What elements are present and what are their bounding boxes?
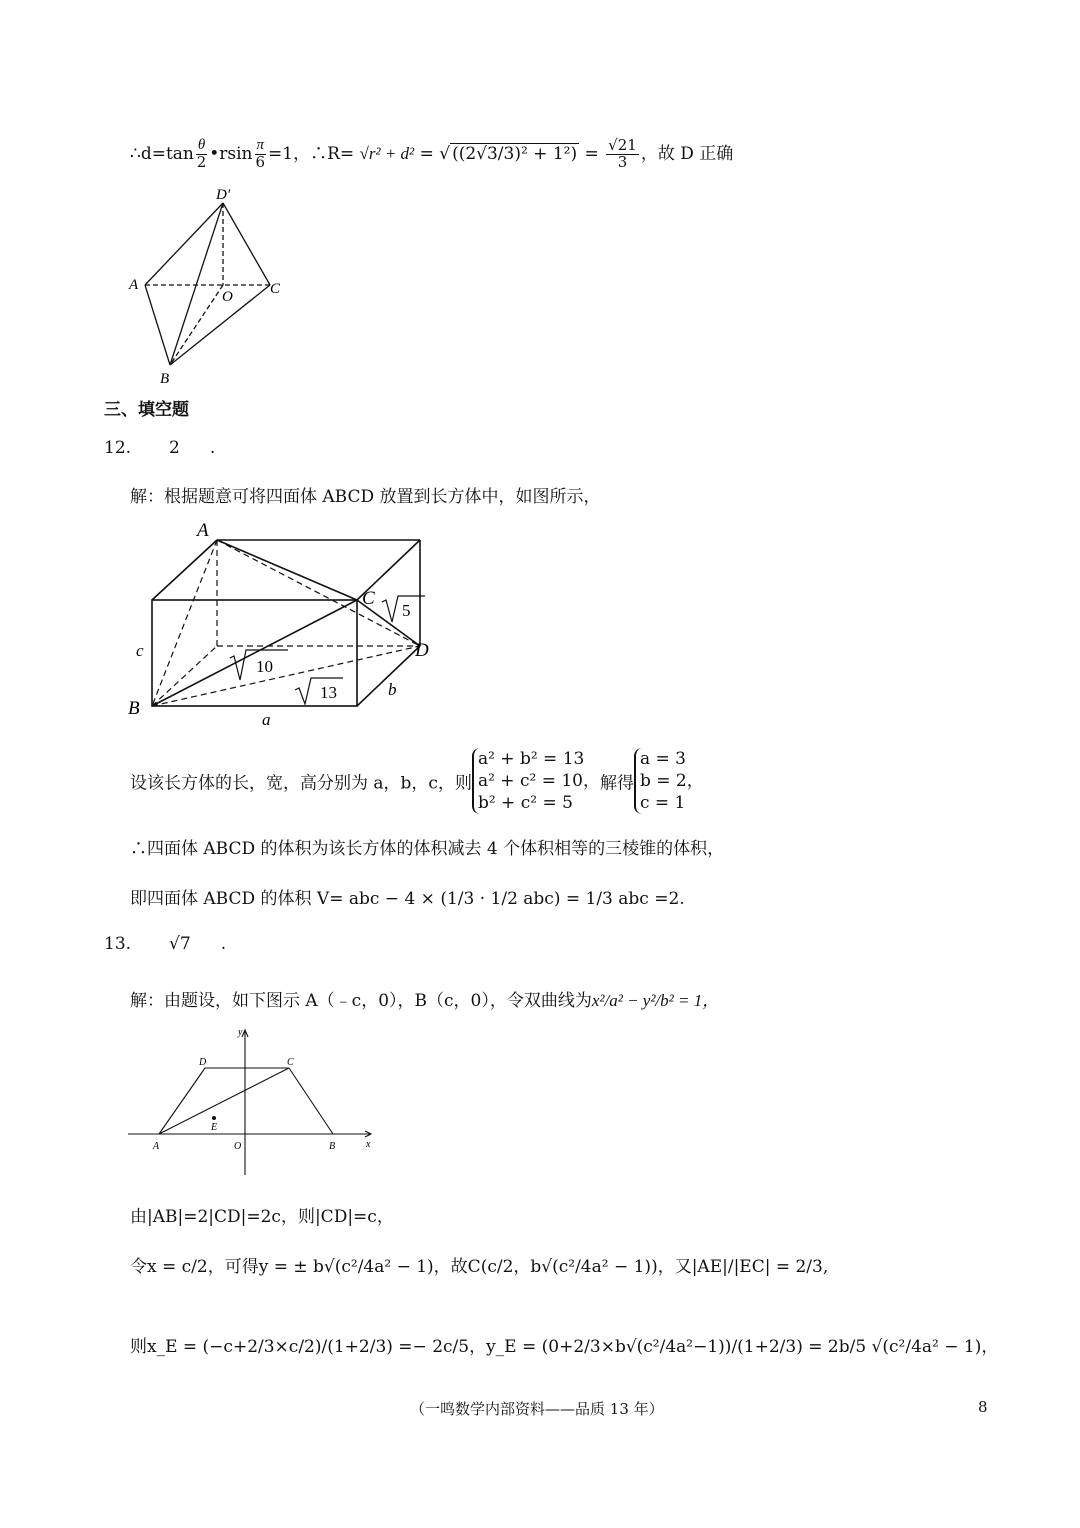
q13-intro: 解：由题设，如下图示 A（﹣c，0），B（c，0），令双曲线为x²/a² − y²/b² = 1， [130,991,720,1011]
cub-label-d-vertex: D [415,640,429,661]
hyp-label-o: O [234,1141,242,1152]
hyp-label-d: D [199,1057,207,1068]
q13-header: 13. √7 . [104,934,227,954]
cub-sqrt10: 10 [256,657,273,676]
cub-sqrt5: 5 [402,601,411,620]
hyp-label-c: C [287,1057,294,1068]
label-b: B [160,371,170,387]
cub-label-a-vertex: A [197,520,209,541]
equation-system: a² + b² = 13 a² + c² = 10， b² + c² = 5 [472,748,600,814]
line-1: ∴d=tan $\frac{\theta}{2}$ •rsin $\frac{\pi}{6}$ =1，∴R= √r² + d² = √ ((2√3/3)² + 1²) = $\frac{√21}{3}$ ，故 D 正确 [130,136,734,171]
q13-cd-line: 由|AB|=2|CD|=2c，则|CD|=c， [130,1207,394,1227]
footer-text: （一鸣数学内部资料——品质 13 年） [410,1400,664,1418]
cub-sqrt13: 13 [320,683,337,702]
hyp-label-e: E [211,1122,218,1133]
q12-volume-calc: 即四面体 ABCD 的体积 V= abc − 4 × (1/3 · 1/2 abc) = 1/3 abc =2. [130,889,685,909]
q12-intro: 解：根据题意可将四面体 ABCD 放置到长方体中，如图所示， [130,487,601,507]
big-sqrt: √ ((2√3/3)² + 1²) [439,143,578,164]
fraction-pi-6: $\frac{\pi}{6}$ [255,137,266,171]
fraction-theta-2: $\frac{\theta}{2}$ [196,137,207,171]
q13-xe-line: 则x_E = (−c+2/3×c/2)/(1+2/3) =− 2c/5，y_E = (0+2/3×b√(c²/4a²−1))/(1+2/3) = 2b/5 √(c²/4a² − 1)， [130,1337,999,1357]
cub-label-b-edge: b [388,680,397,699]
cuboid-figure [120,518,440,733]
label-o: O [222,289,233,305]
hyp-label-a: A [153,1141,160,1152]
cub-label-a-edge: a [262,710,271,729]
hyperbola-figure [125,1025,380,1175]
solution-system: a = 3 b = 2， c = 1 [634,748,704,814]
tetrahedron-figure [120,185,300,390]
cub-label-c-vertex: C [362,588,375,609]
fraction-result: $\frac{√21}{3}$ [608,136,637,171]
hyp-label-x: x [366,1139,371,1150]
cub-label-b-vertex: B [128,698,140,719]
section-title: 三、填空题 [104,400,189,420]
hyp-label-b: B [329,1141,336,1152]
q13-let-line: 令x = c/2，可得y = ± b√(c²/4a² − 1)，故C(c/2，b√(c²/4a² − 1))，又|AE|/|EC| = 2/3, [130,1257,829,1277]
cub-label-c-edge: c [136,641,144,660]
label-c: C [270,281,281,297]
sqrt-r2-d2: √r² + d² [359,143,415,163]
label-a: A [129,277,139,293]
q12-volume-line: ∴四面体 ABCD 的体积为该长方体的体积减去 4 个体积相等的三棱锥的体积， [130,839,725,859]
lead: ∴d=tan [130,143,194,164]
label-dprime: D′ [216,187,231,203]
page-number: 8 [978,1398,988,1416]
hyp-label-y: y [238,1027,243,1038]
q12-system-line: 设该长方体的长，宽，高分别为 a，b，c，则 a² + b² = 13 a² + c² = 10， b² + c² = 5 解得 a = 3 b = 2， c = 1 [130,749,704,813]
q12-header: 12. 2 . [104,438,216,458]
